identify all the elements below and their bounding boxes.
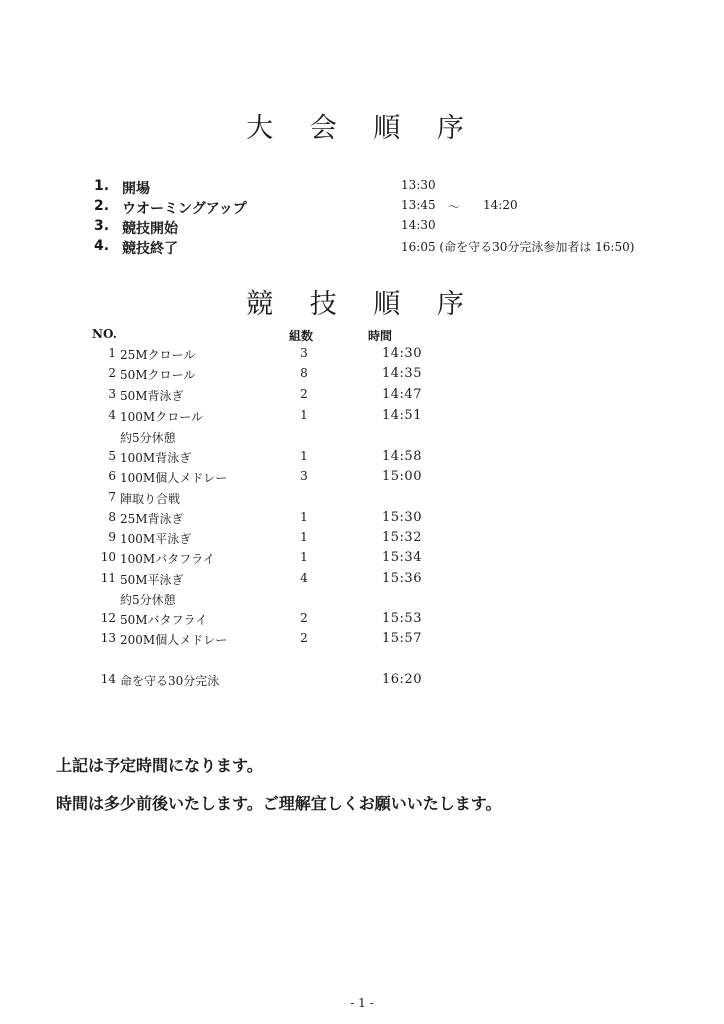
event-number: 11	[100, 571, 116, 585]
schedule-time: 13:30	[401, 178, 436, 192]
event-time: 14:35	[382, 366, 422, 381]
event-groups: 4	[300, 571, 308, 585]
event-time: 15:34	[382, 550, 422, 565]
event-name: 命を守る30分完泳	[120, 674, 220, 688]
event-name: 50M平泳ぎ	[120, 573, 184, 587]
event-number: 12	[100, 611, 116, 625]
event-number: 6	[108, 469, 116, 483]
schedule-label: 競技終了	[122, 241, 178, 257]
event-name: 200M個人メドレー	[120, 633, 228, 647]
table-row	[0, 408, 724, 428]
schedule-time: 14:30	[401, 218, 436, 232]
event-groups: 1	[300, 510, 308, 524]
table-row	[0, 366, 724, 386]
tournament-order-title: 大 会 順 序	[246, 113, 478, 144]
event-time: 14:47	[382, 387, 422, 402]
event-time: 15:32	[382, 530, 422, 545]
table-row	[0, 346, 724, 366]
event-time: 15:53	[382, 611, 422, 626]
column-header-no: NO.	[92, 327, 117, 341]
table-row	[0, 469, 724, 489]
event-groups: 1	[300, 550, 308, 564]
table-row	[0, 591, 724, 611]
event-number: 1	[108, 346, 116, 360]
table-row	[0, 387, 724, 407]
event-time: 15:36	[382, 571, 422, 586]
event-groups: 8	[300, 366, 308, 380]
schedule-label: ウオーミングアップ	[122, 201, 247, 217]
table-row	[0, 449, 724, 469]
schedule-time: 16:05 (命を守る30分完泳参加者は 16:50)	[401, 240, 635, 254]
schedule-label: 開場	[122, 181, 150, 197]
event-order-title: 競 技 順 序	[246, 289, 478, 320]
table-row	[0, 429, 724, 449]
event-groups: 1	[300, 408, 308, 422]
event-number: 4	[108, 408, 116, 422]
column-header-groups: 組数	[289, 329, 314, 343]
event-time: 14:51	[382, 408, 422, 423]
event-time: 16:20	[382, 672, 422, 687]
event-number: 8	[108, 510, 116, 524]
schedule-number: 3.	[94, 218, 110, 234]
event-number: 14	[100, 672, 116, 686]
event-name: 25M背泳ぎ	[120, 512, 184, 526]
event-time: 15:30	[382, 510, 422, 525]
event-number: 5	[108, 449, 116, 463]
schedule-label: 競技開始	[122, 221, 178, 237]
event-name: 50Mバタフライ	[120, 613, 208, 627]
event-name: 陣取り合戦	[120, 492, 181, 506]
table-row	[0, 571, 724, 591]
event-name: 50M背泳ぎ	[120, 389, 184, 403]
event-groups: 2	[300, 611, 308, 625]
event-time: 15:57	[382, 631, 422, 646]
schedule-number: 1.	[94, 178, 110, 194]
event-name: 50Mクロール	[120, 368, 196, 382]
table-row	[0, 510, 724, 530]
event-number: 9	[108, 530, 116, 544]
event-number: 7	[108, 490, 116, 504]
table-row	[0, 490, 724, 510]
event-number: 2	[108, 366, 116, 380]
event-name: 約5分休憩	[120, 431, 176, 445]
table-row	[0, 672, 724, 692]
event-name: 100Mクロール	[120, 410, 203, 424]
event-name: 100M背泳ぎ	[120, 451, 192, 465]
apology-note: 時間は多少前後いたします。ご理解宜しくお願いいたします。	[56, 794, 502, 813]
table-row	[0, 550, 724, 570]
table-row	[0, 530, 724, 550]
event-groups: 3	[300, 346, 308, 360]
schedule-note: 上記は予定時間になります。	[56, 756, 263, 775]
schedule-number: 2.	[94, 198, 110, 214]
event-number: 3	[108, 387, 116, 401]
table-row	[0, 631, 724, 651]
event-name: 100M個人メドレー	[120, 471, 228, 485]
column-header-time: 時間	[368, 329, 393, 343]
schedule-number: 4.	[94, 238, 110, 254]
event-groups: 1	[300, 449, 308, 463]
event-number: 10	[100, 550, 116, 564]
event-time: 14:30	[382, 346, 422, 361]
schedule-end-time: 14:20	[483, 198, 518, 212]
schedule-time: 13:45	[401, 198, 436, 212]
event-name: 100Mバタフライ	[120, 552, 215, 566]
event-name: 100M平泳ぎ	[120, 532, 192, 546]
event-time: 15:00	[382, 469, 422, 484]
page-number: - 1 -	[350, 996, 374, 1010]
event-time: 14:58	[382, 449, 422, 464]
schedule-tilde: ～	[448, 200, 461, 214]
event-groups: 2	[300, 387, 308, 401]
event-name: 25Mクロール	[120, 348, 196, 362]
table-row	[0, 611, 724, 631]
event-groups: 3	[300, 469, 308, 483]
event-name: 約5分休憩	[120, 593, 176, 607]
event-number: 13	[100, 631, 116, 645]
event-groups: 1	[300, 530, 308, 544]
event-groups: 2	[300, 631, 308, 645]
